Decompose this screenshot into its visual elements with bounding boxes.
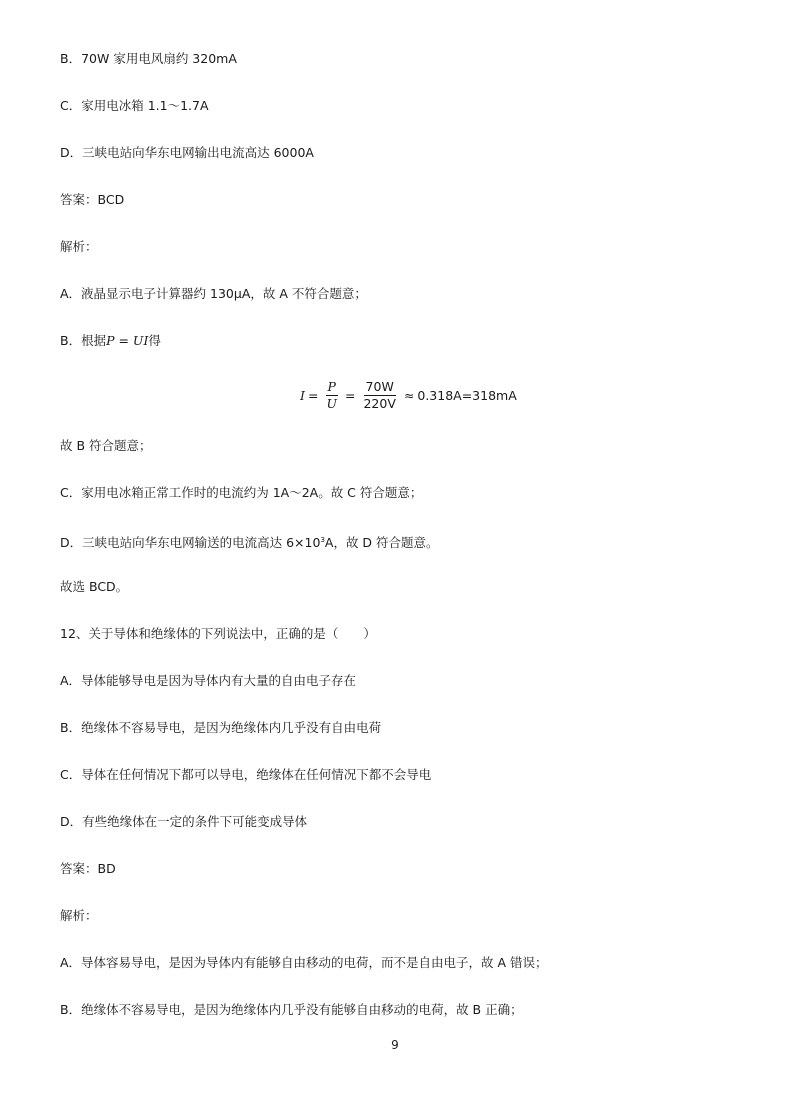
analysis-b-q11 — [60, 332, 161, 350]
fraction-denominator-220v: 220V — [363, 395, 396, 411]
question-12-stem: 12、关于导体和绝缘体的下列说法中，正确的是（ ） — [60, 626, 376, 641]
analysis-a-q12: A．导体容易导电，是因为导体内有能够自由移动的电荷，而不是自由电子，故 A 错误； — [60, 955, 548, 970]
analysis-d-suffix: A，故 D 符合题意。 — [324, 535, 439, 550]
formula-result: 0.318A=318mA — [417, 387, 517, 403]
analysis-a-q11: A．液晶显示电子计算器约 130μA，故 A 不符合题意； — [60, 286, 367, 301]
option-d-q12: D．有些绝缘体在一定的条件下可能变成导体 — [60, 814, 308, 829]
analysis-c-q11: C．家用电冰箱正常工作时的电流约为 1A～2A。故 C 符合题意； — [60, 485, 423, 500]
answer-q12: 答案：BD — [60, 861, 116, 876]
option-c-fridge: C．家用电冰箱 1.1～1.7A — [60, 98, 209, 113]
analysis-label-q12: 解析： — [60, 908, 98, 923]
option-b-fan: B．70W 家用电风扇约 320mA — [60, 51, 237, 66]
page-number: 9 — [391, 1038, 399, 1052]
formula-equals-1: = — [307, 387, 319, 403]
option-a-q12: A．导体能够导电是因为导体内有大量的自由电子存在 — [60, 673, 357, 688]
formula-lhs: I — [300, 387, 305, 403]
option-b-q12: B．绝缘体不容易导电，是因为绝缘体内几乎没有自由电荷 — [60, 720, 382, 735]
fraction-p-over-u — [324, 379, 339, 412]
exponent: 3 — [320, 536, 325, 544]
answer-q11: 答案：BCD — [60, 192, 125, 207]
analysis-label-q11: 解析： — [60, 239, 98, 254]
analysis-b-suffix: 得 — [148, 333, 161, 348]
current-formula — [300, 372, 517, 418]
formula-approx: ≈ — [403, 387, 415, 403]
analysis-b-conclusion: 故 B 符合题意； — [60, 438, 152, 453]
analysis-d-q11 — [60, 531, 439, 552]
analysis-d-prefix: D．三峡电站向华东电网输送的电流高达 6×10 — [60, 535, 321, 550]
option-c-q12: C．导体在任何情况下都可以导电，绝缘体在任何情况下都不会导电 — [60, 767, 432, 782]
fraction-numerator-p: P — [327, 378, 336, 394]
analysis-b-prefix: B．根据 — [60, 333, 107, 348]
analysis-b-q12: B．绝缘体不容易导电，是因为绝缘体内几乎没有能够自由移动的电荷，故 B 正确； — [60, 1002, 523, 1017]
option-d-three-gorges: D．三峡电站向华东电网输出电流高达 6000A — [60, 145, 314, 160]
power-formula-inline: P = UI — [106, 333, 149, 348]
fraction-denominator-u: U — [326, 395, 337, 411]
fraction-numerator-70w: 70W — [365, 378, 394, 394]
fraction-70w-over-220v — [361, 379, 397, 412]
formula-equals-2: = — [344, 387, 356, 403]
final-choice-q11: 故选 BCD。 — [60, 579, 129, 594]
